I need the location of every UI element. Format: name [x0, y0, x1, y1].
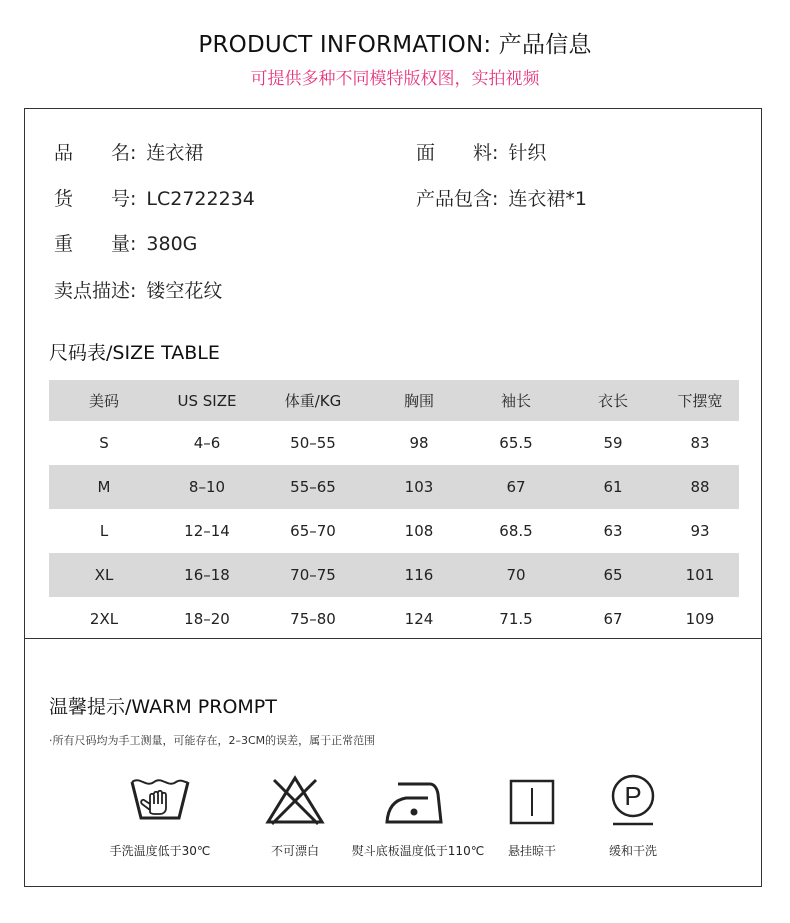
- info-weight-label: 重 量:: [54, 233, 137, 255]
- table-cell: 70–75: [290, 566, 336, 584]
- dry-clean-p-icon: [608, 772, 658, 828]
- no-bleach-icon: [264, 772, 326, 828]
- table-row: [49, 465, 739, 509]
- table-cell: 93: [690, 522, 710, 540]
- info-sku-label: 货 号:: [54, 188, 137, 210]
- header-cell: US SIZE: [177, 391, 237, 410]
- info-name-value: 连衣裙: [146, 142, 204, 164]
- warm-prompt-title: 温馨提示/WARM PROMPT: [49, 696, 277, 718]
- info-selling-value: 镂空花纹: [146, 280, 223, 302]
- info-name-label: 品 名:: [54, 142, 137, 164]
- table-cell: 8–10: [188, 478, 226, 496]
- care-label-no-bleach: 不可漂白: [270, 844, 319, 858]
- table-cell: 18–20: [184, 610, 230, 628]
- svg-text:P: P: [624, 781, 642, 811]
- table-cell: 2XL: [89, 610, 119, 628]
- table-cell: 83: [690, 434, 710, 452]
- table-row: [49, 553, 739, 597]
- care-label-iron: 熨斗底板温度低于110℃: [351, 844, 485, 858]
- table-row: [49, 597, 739, 641]
- care-label-line-dry: 悬挂晾干: [507, 844, 556, 858]
- info-includes: [416, 184, 587, 211]
- table-cell: S: [99, 434, 109, 452]
- info-weight-value: 380G: [146, 233, 198, 255]
- table-cell: 4–6: [193, 434, 221, 452]
- info-fabric: [416, 138, 546, 165]
- table-row: [49, 421, 739, 465]
- header-cell: 美码: [88, 392, 119, 410]
- size-table-title: 尺码表/SIZE TABLE: [49, 342, 220, 364]
- table-cell: 63: [603, 522, 623, 540]
- table-cell: 12–14: [184, 522, 230, 540]
- header-cell: 衣长: [597, 392, 628, 410]
- table-cell: 71.5: [499, 610, 533, 628]
- measurement-note: ·所有尺码均为手工测量，可能存在，2–3CM的误差，属于正常范围: [49, 734, 376, 747]
- header-cell: 体重/KG: [284, 392, 342, 410]
- header-cell: 胸围: [403, 392, 434, 410]
- table-cell: 65: [603, 566, 623, 584]
- table-cell: 16–18: [184, 566, 230, 584]
- info-includes-value: 连衣裙*1: [508, 188, 587, 210]
- table-cell: 68.5: [499, 522, 533, 540]
- table-cell: 103: [404, 478, 434, 496]
- table-cell: 101: [685, 566, 715, 584]
- table-cell: 67: [506, 478, 526, 496]
- table-cell: 59: [603, 434, 623, 452]
- table-cell: 98: [409, 434, 429, 452]
- info-sku-value: LC2722234: [146, 188, 255, 210]
- table-cell: 116: [404, 566, 434, 584]
- info-includes-label: 产品包含:: [416, 188, 499, 210]
- table-cell: 108: [404, 522, 434, 540]
- info-weight: [54, 229, 197, 256]
- care-label-dry-clean: 缓和干洗: [608, 844, 657, 858]
- table-cell: M: [97, 478, 111, 496]
- table-cell: XL: [94, 566, 114, 584]
- iron-low-icon: [384, 776, 444, 828]
- table-cell: 65–70: [290, 522, 336, 540]
- table-cell: 61: [603, 478, 623, 496]
- info-fabric-label: 面 料:: [416, 142, 499, 164]
- size-table: [49, 380, 739, 641]
- table-row: [49, 509, 739, 553]
- header-cell: 袖长: [500, 392, 531, 410]
- page-subtitle: 可提供多种不同模特版权图，实拍视频: [250, 69, 540, 89]
- page-title: PRODUCT INFORMATION: 产品信息: [198, 32, 592, 58]
- hand-wash-icon: [128, 772, 192, 828]
- header-cell: 下摆宽: [677, 392, 723, 410]
- info-name: [54, 138, 203, 165]
- info-selling-label: 卖点描述:: [54, 280, 137, 302]
- size-table-header-row: [49, 380, 739, 421]
- table-cell: 124: [404, 610, 434, 628]
- table-cell: L: [99, 522, 109, 540]
- table-cell: 88: [690, 478, 710, 496]
- table-cell: 55–65: [290, 478, 336, 496]
- info-fabric-value: 针织: [508, 142, 547, 164]
- table-cell: 67: [603, 610, 623, 628]
- table-cell: 70: [506, 566, 526, 584]
- info-selling: [54, 276, 222, 303]
- table-cell: 109: [685, 610, 715, 628]
- table-cell: 50–55: [290, 434, 336, 452]
- info-sku: [54, 184, 255, 211]
- line-dry-icon: [508, 778, 556, 826]
- table-cell: 65.5: [499, 434, 533, 452]
- table-cell: 75–80: [290, 610, 336, 628]
- care-label-hand-wash: 手洗温度低于30℃: [109, 844, 211, 858]
